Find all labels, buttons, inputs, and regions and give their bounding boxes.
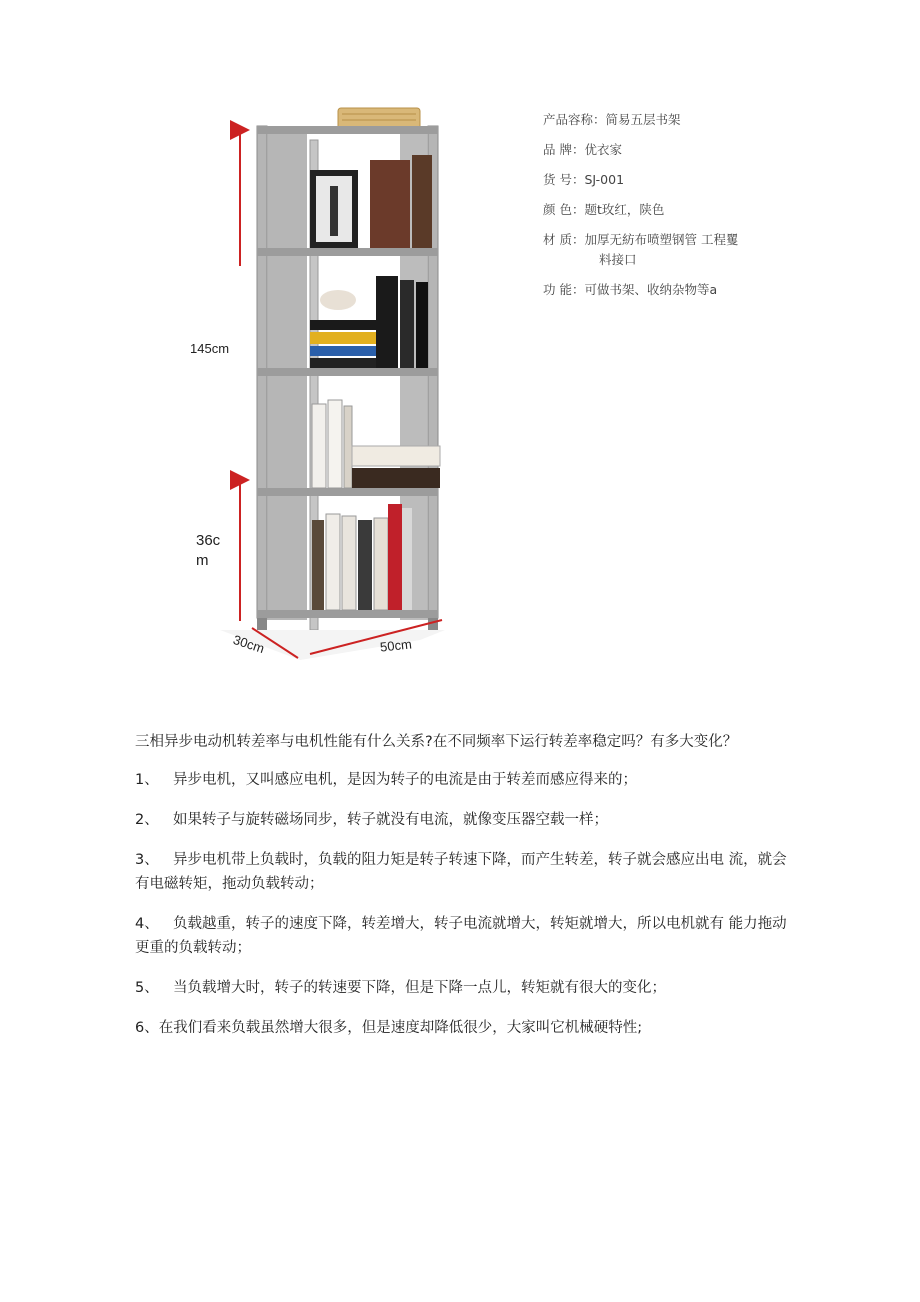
bookshelf-illustration <box>180 100 480 670</box>
list-item: 3、 异步电机带上负载时，负载的阻力矩是转子转速下降，而产生转差，转子就会感应出电 流，就会有电磁转矩，拖动负载转动； <box>135 852 787 892</box>
spec-material-continued: 料接口 <box>599 252 637 267</box>
list-item: 2、 如果转子与旋转磁场同步，转子就没有电流，就像变压器空载一样； <box>135 812 608 828</box>
shelf-gap-label-line2: m <box>196 552 209 569</box>
spec-function: 功 能：可做书架、收纳杂物等a <box>543 282 718 297</box>
spec-color: 颜 色：题t玫红，陕色 <box>543 202 665 217</box>
shelf-gap-label-line1: 36c <box>196 532 221 549</box>
article-body <box>135 730 790 1056</box>
spec-sku: 货 号：SJ-001 <box>543 172 625 187</box>
list-item: 5、 当负载增大时，转子的转速要下降，但是下降一点儿，转矩就有很大的变化； <box>135 980 666 996</box>
product-figure <box>180 100 480 670</box>
height-label: 145cm <box>190 341 230 356</box>
list-item: 1、 异步电机，又叫感应电机，是因为转子的电流是由于转差而感应得来的； <box>135 772 637 788</box>
product-specs <box>543 105 738 305</box>
width-label: 50cm <box>379 636 413 655</box>
spec-name: 产品容称：简易五层书架 <box>543 112 681 127</box>
list-item: 4、 负载越重，转子的速度下降，转差增大，转子电流就增大，转矩就增大，所以电机就有 能力拖动更重的负载转动； <box>135 916 787 956</box>
depth-label: 30cm <box>231 632 267 657</box>
list-item: 6、在我们看来负载虽然增大很多，但是速度却降低很少，大家叫它机械硬特性; <box>135 1020 643 1036</box>
spec-material: 材 质：加厚无紡布喷塑钢管 工程矍 <box>543 232 739 247</box>
article-question: 三相异步电动机转差率与电机性能有什么关系?在不同频率下运行转差率稳定吗？有多大变化？ <box>135 734 738 750</box>
spec-brand: 品 牌：优衣家 <box>543 142 623 157</box>
